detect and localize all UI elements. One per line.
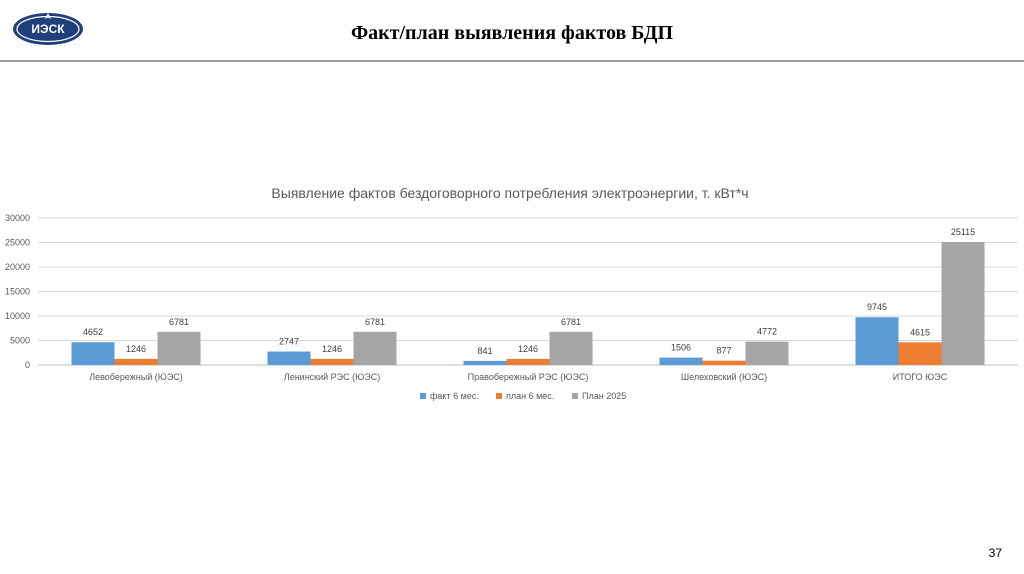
bar (507, 359, 550, 365)
y-tick-label: 30000 (4, 213, 30, 223)
chart-title: Выявление фактов бездоговорного потребления электроэнергии, т. кВт*ч (271, 185, 749, 201)
bar (856, 317, 899, 365)
bar (354, 332, 397, 365)
bar (660, 358, 703, 365)
legend-label: план 6 мес. (506, 391, 555, 401)
x-tick-label: Правобережный РЭС (ЮЭС) (467, 372, 589, 382)
data-label: 841 (477, 345, 493, 356)
x-tick-label: Ленинский РЭС (ЮЭС) (283, 372, 381, 382)
y-tick-label: 20000 (4, 262, 30, 272)
slide-title: Факт/план выявления фактов БДП (350, 22, 674, 44)
page-number: 37 (988, 546, 1002, 560)
bar (115, 359, 158, 365)
y-tick-label: 0 (24, 360, 30, 370)
legend-label: План 2025 (582, 391, 627, 401)
data-label: 6781 (364, 316, 386, 327)
legend-label: факт 6 мес. (430, 391, 479, 401)
data-label: 4652 (82, 327, 104, 338)
x-tick-label: Левобережный (ЮЭС) (89, 372, 183, 382)
data-label: 877 (716, 345, 732, 356)
y-tick-label: 10000 (4, 311, 30, 321)
data-label: 1246 (517, 343, 539, 354)
bar (703, 361, 746, 365)
data-label: 6781 (560, 316, 582, 327)
y-tick-label: 5000 (9, 335, 30, 346)
bar (311, 359, 354, 365)
slide-header (0, 0, 1024, 62)
bar (72, 342, 115, 365)
data-label: 1506 (670, 342, 692, 353)
header-divider (0, 60, 1024, 62)
y-axis-ticks (5, 213, 30, 370)
y-tick-label: 15000 (4, 286, 30, 297)
legend-swatch (420, 393, 426, 399)
x-tick-label: ИТОГО ЮЭС (892, 372, 948, 382)
x-tick-label: Шелеховский (ЮЭС) (680, 372, 768, 382)
legend-swatch (572, 393, 578, 399)
bar (268, 352, 311, 365)
bar (899, 342, 942, 365)
bar (158, 332, 201, 365)
bar (550, 332, 593, 365)
legend-swatch (496, 393, 502, 399)
y-tick-label: 25000 (4, 237, 30, 248)
x-axis-ticks (89, 372, 948, 382)
data-label: 2747 (278, 336, 300, 347)
data-label: 1246 (321, 343, 343, 354)
data-label: 1246 (125, 343, 147, 354)
bar (464, 361, 507, 365)
data-label: 4772 (756, 326, 778, 337)
bar (746, 342, 789, 365)
bar-chart (0, 175, 1024, 415)
data-label: 4615 (909, 327, 931, 338)
data-label: 9745 (866, 302, 888, 313)
legend (420, 391, 626, 401)
bar (942, 242, 985, 365)
logo-text: ИЭСК (31, 22, 65, 36)
data-label: 25115 (950, 226, 976, 237)
data-label: 6781 (168, 316, 190, 327)
